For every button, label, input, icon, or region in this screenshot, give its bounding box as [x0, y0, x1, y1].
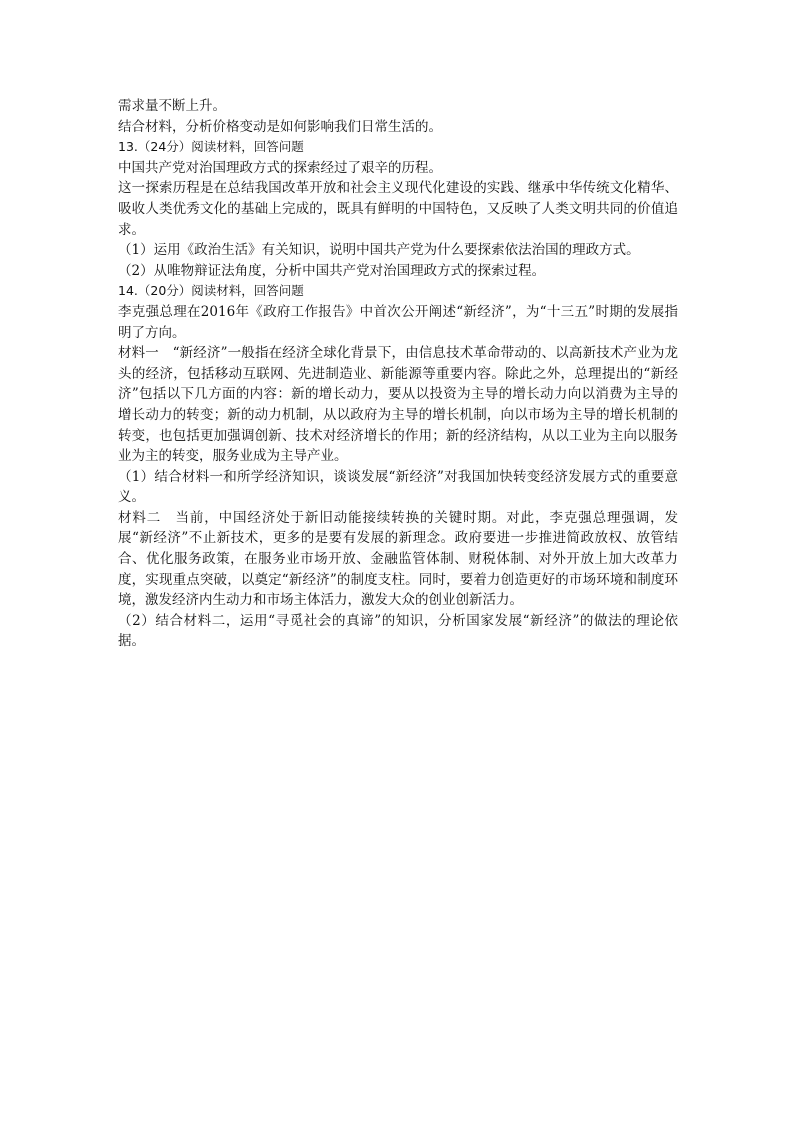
document-page [118, 96, 678, 652]
question-13-intro: 中国共产党对治国理政方式的探索经过了艰辛的历程。 [118, 159, 442, 176]
question-14-intro: 李克强总理在2016年《政府工作报告》中首次公开阐述“新经济”，为“十三五”时期的发展指明了方向。 [118, 303, 678, 341]
question-13-heading: 13.（24分）阅读材料，回答问题 [118, 139, 304, 155]
question-14-sub-2: （2）结合材料二，运用“寻觅社会的真谛”的知识，分析国家发展“新经济”的做法的理论依据。 [118, 612, 678, 650]
question-13-material: 这一探索历程是在总结我国改革开放和社会主义现代化建设的实践、继承中华传统文化精华、吸收人类优秀文化的基础上完成的，既具有鲜明的中国特色，又反映了人类文明共同的价值追求。 [118, 180, 678, 238]
question-14-heading: 14.（20分）阅读材料，回答问题 [118, 283, 304, 299]
question-14-material-2: 材料二 当前，中国经济处于新旧动能接续转换的关键时期。对此，李克强总理强调，发展“新经济”不止新技术，更多的是要有发展的新理念。政府要进一步推进简政放权、放管结合、优化服务政策，在服务业市场开放、金融监管体制、财税体制、对外开放上加大改革力度，实现重点突破，以奠定“新经济”的制度支柱。同时，要着力创造更好的市场环境和制度环境，激发经济内生动力和市场主体活力，激发大众的创业创新活力。 [118, 509, 678, 609]
question-13-sub-1: （1）运用《政治生活》有关知识，说明中国共产党为什么要探索依法治国的理政方式。 [118, 242, 640, 259]
text-line-demand: 需求量不断上升。 [118, 98, 226, 114]
question-14-sub-1: （1）结合材料一和所学经济知识，谈谈发展“新经济”对我国加快转变经济发展方式的重要意义。 [118, 468, 678, 506]
question-14-material-1: 材料一 “新经济”一般指在经济全球化背景下，由信息技术革命带动的、以高新技术产业为龙头的经济，包括移动互联网、先进制造业、新能源等重要内容。除此之外，总理提出的“新经济”包括以下几方面的内容：新的增长动力，要从以投资为主导的增长动力向以消费为主导的增长动力的转变；新的动力机制，从以政府为主导的增长机制，向以市场为主导的增长机制的转变，也包括更加强调创新、技术对经济增长的作用；新的经济结构，从以工业为主向以服务业为主的转变，服务业成为主导产业。 [118, 345, 678, 465]
text-line-question: 结合材料，分析价格变动是如何影响我们日常生活的。 [118, 118, 442, 135]
question-13-sub-2: （2）从唯物辩证法角度，分析中国共产党对治国理政方式的探索过程。 [118, 262, 546, 279]
